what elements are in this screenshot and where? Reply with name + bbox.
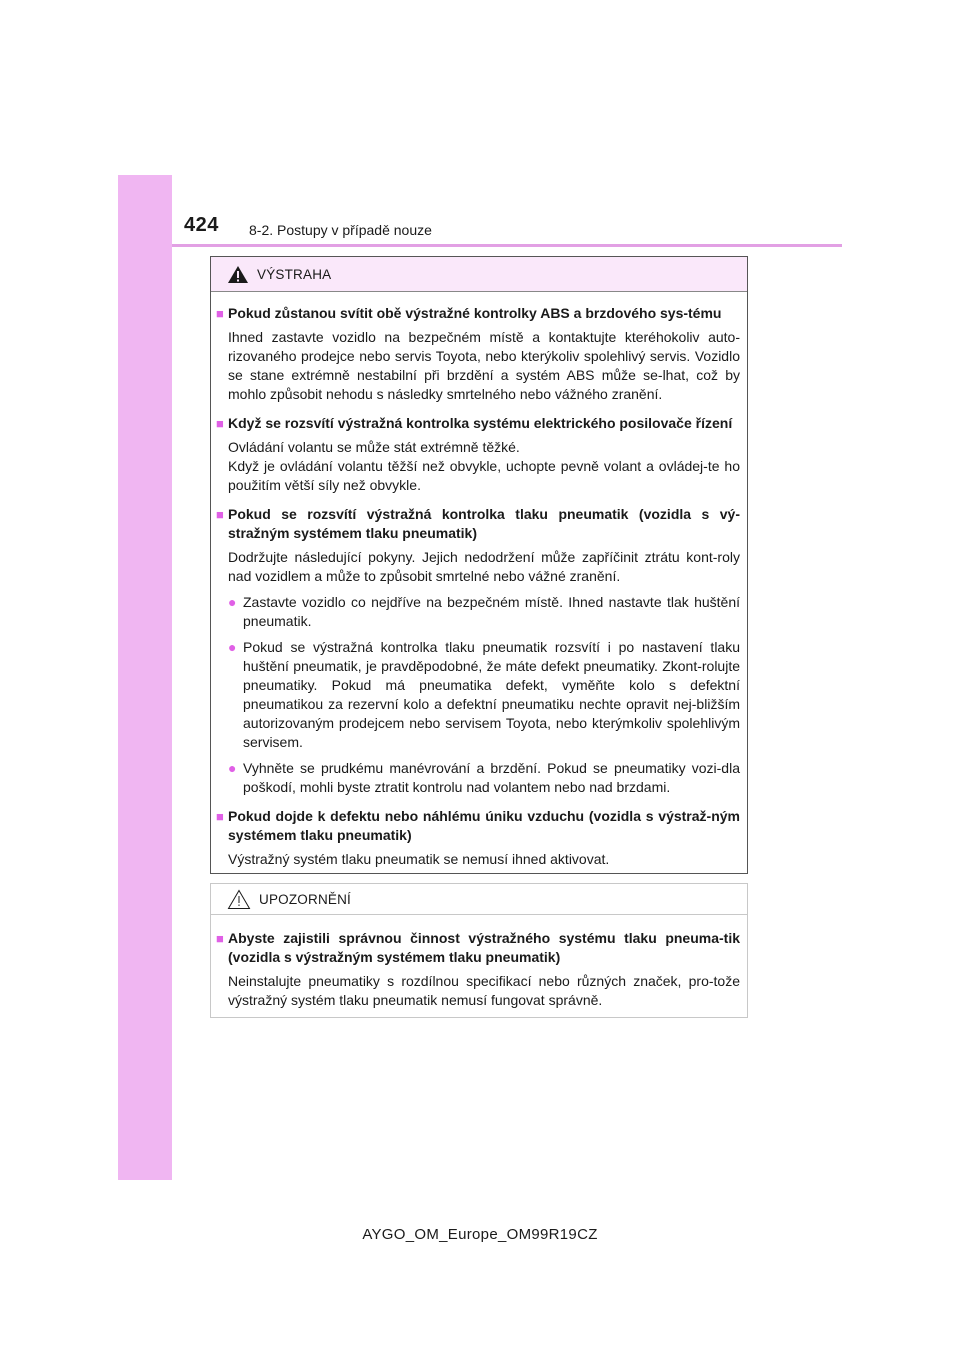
item-title: Abyste zajistili správnou činnost výstražného systému tlaku pneuma-tik (vozidla s výstražným systémem tlaku pneumatik) — [228, 930, 740, 965]
square-bullet-icon: ■ — [216, 507, 224, 522]
list-item — [228, 759, 740, 797]
round-bullet-icon: ● — [228, 594, 237, 610]
document-id: AYGO_OM_Europe_OM99R19CZ — [362, 1226, 598, 1243]
list-item — [228, 638, 740, 752]
bullet-text: Zastavte vozidlo co nejdříve na bezpečném místě. Ihned nastavte tlak huštění pneumatik. — [243, 594, 740, 629]
round-bullet-icon: ● — [228, 639, 237, 655]
item-title: Pokud zůstanou svítit obě výstražné kontrolky ABS a brzdového sys-tému — [228, 305, 722, 321]
square-bullet-icon: ■ — [216, 416, 224, 431]
square-bullet-icon: ■ — [216, 306, 224, 321]
item-text: Neinstalujte pneumatiky s rozdílnou specifikací nebo různých značek, pro-tože výstražný systém tlaku pneumatik nemusí fungovat správně. — [228, 973, 740, 1008]
item-text: Když je ovládání volantu těžší než obvykle, uchopte pevně volant a ovládej-te ho použitím větší síly než obvykle. — [228, 458, 740, 493]
warning-box — [210, 256, 748, 874]
item-text: Ovládání volantu se může stát extrémně těžké. — [228, 439, 520, 455]
page-number: 424 — [184, 214, 219, 236]
item-title: Když se rozsvítí výstražná kontrolka systému elektrického posilovače řízení — [228, 415, 733, 431]
chapter-tab-band — [118, 175, 172, 1180]
square-bullet-icon: ■ — [216, 809, 224, 824]
warning-item — [216, 505, 740, 797]
warning-body — [211, 292, 747, 869]
notice-item — [216, 929, 740, 1010]
warning-triangle-icon — [227, 265, 249, 284]
notice-body — [211, 915, 747, 1010]
warning-item — [216, 807, 740, 869]
item-title: Pokud dojde k defektu nebo náhlému úniku vzduchu (vozidla s výstraž-ným systémem tlaku pneumatik) — [228, 808, 740, 843]
warning-item — [216, 304, 740, 404]
warning-header — [211, 257, 747, 292]
section-title: 8-2. Postupy v případě nouze — [249, 222, 432, 238]
item-text: Výstražný systém tlaku pneumatik se nemusí ihned aktivovat. — [228, 851, 610, 867]
warning-title: VÝSTRAHA — [257, 266, 332, 282]
caution-triangle-icon — [227, 889, 251, 910]
bullet-text: Vyhněte se prudkému manévrování a brzdění. Pokud se pneumatiky vozi-dla poškodí, mohli byste ztratit kontrolu nad volantem nebo nad brzdami. — [243, 760, 740, 795]
item-title: Pokud se rozsvítí výstražná kontrolka tlaku pneumatik (vozidla s vý-stražným systémem tlaku pneumatik) — [228, 506, 740, 541]
item-text: Ihned zastavte vozidlo na bezpečném místě a kontaktujte kteréhokoliv auto-rizovaného prodejce nebo servis Toyota, nebo kterýkoliv spolehlivý servis. Vozidlo se stane extrémně nestabilní při brzdění a systém ABS může se-lhat, což by mohlo způsobit nehodu s následky smrtelného nebo vážného zranění. — [228, 329, 740, 402]
header-divider — [172, 244, 842, 247]
round-bullet-icon: ● — [228, 760, 237, 776]
square-bullet-icon: ■ — [216, 931, 224, 946]
notice-header — [211, 884, 747, 915]
warning-item — [216, 414, 740, 495]
item-text: Dodržujte následující pokyny. Jejich nedodržení může zapříčinit ztrátu kont-roly nad vozidlem a může to způsobit smrtelné nebo vážné zranění. — [228, 549, 740, 584]
bullet-text: Pokud se výstražná kontrolka tlaku pneumatik rozsvítí i po nastavení tlaku huštění pneumatik, je pravděpodobné, že máte defekt pneumatiky. Zkont-rolujte pneumatiky. Pokud má pneumatika defekt, vyměňte kolo s defektní pneumatikou za rezervní kolo a defektní pneumatiku nechte opravit nej-bližším autorizovaným prodejcem nebo servisem Toyota, nebo kterýmkoliv spolehlivým servisem. — [243, 639, 740, 750]
list-item — [228, 593, 740, 631]
notice-title: UPOZORNĚNÍ — [259, 891, 352, 907]
notice-box — [210, 883, 748, 1018]
